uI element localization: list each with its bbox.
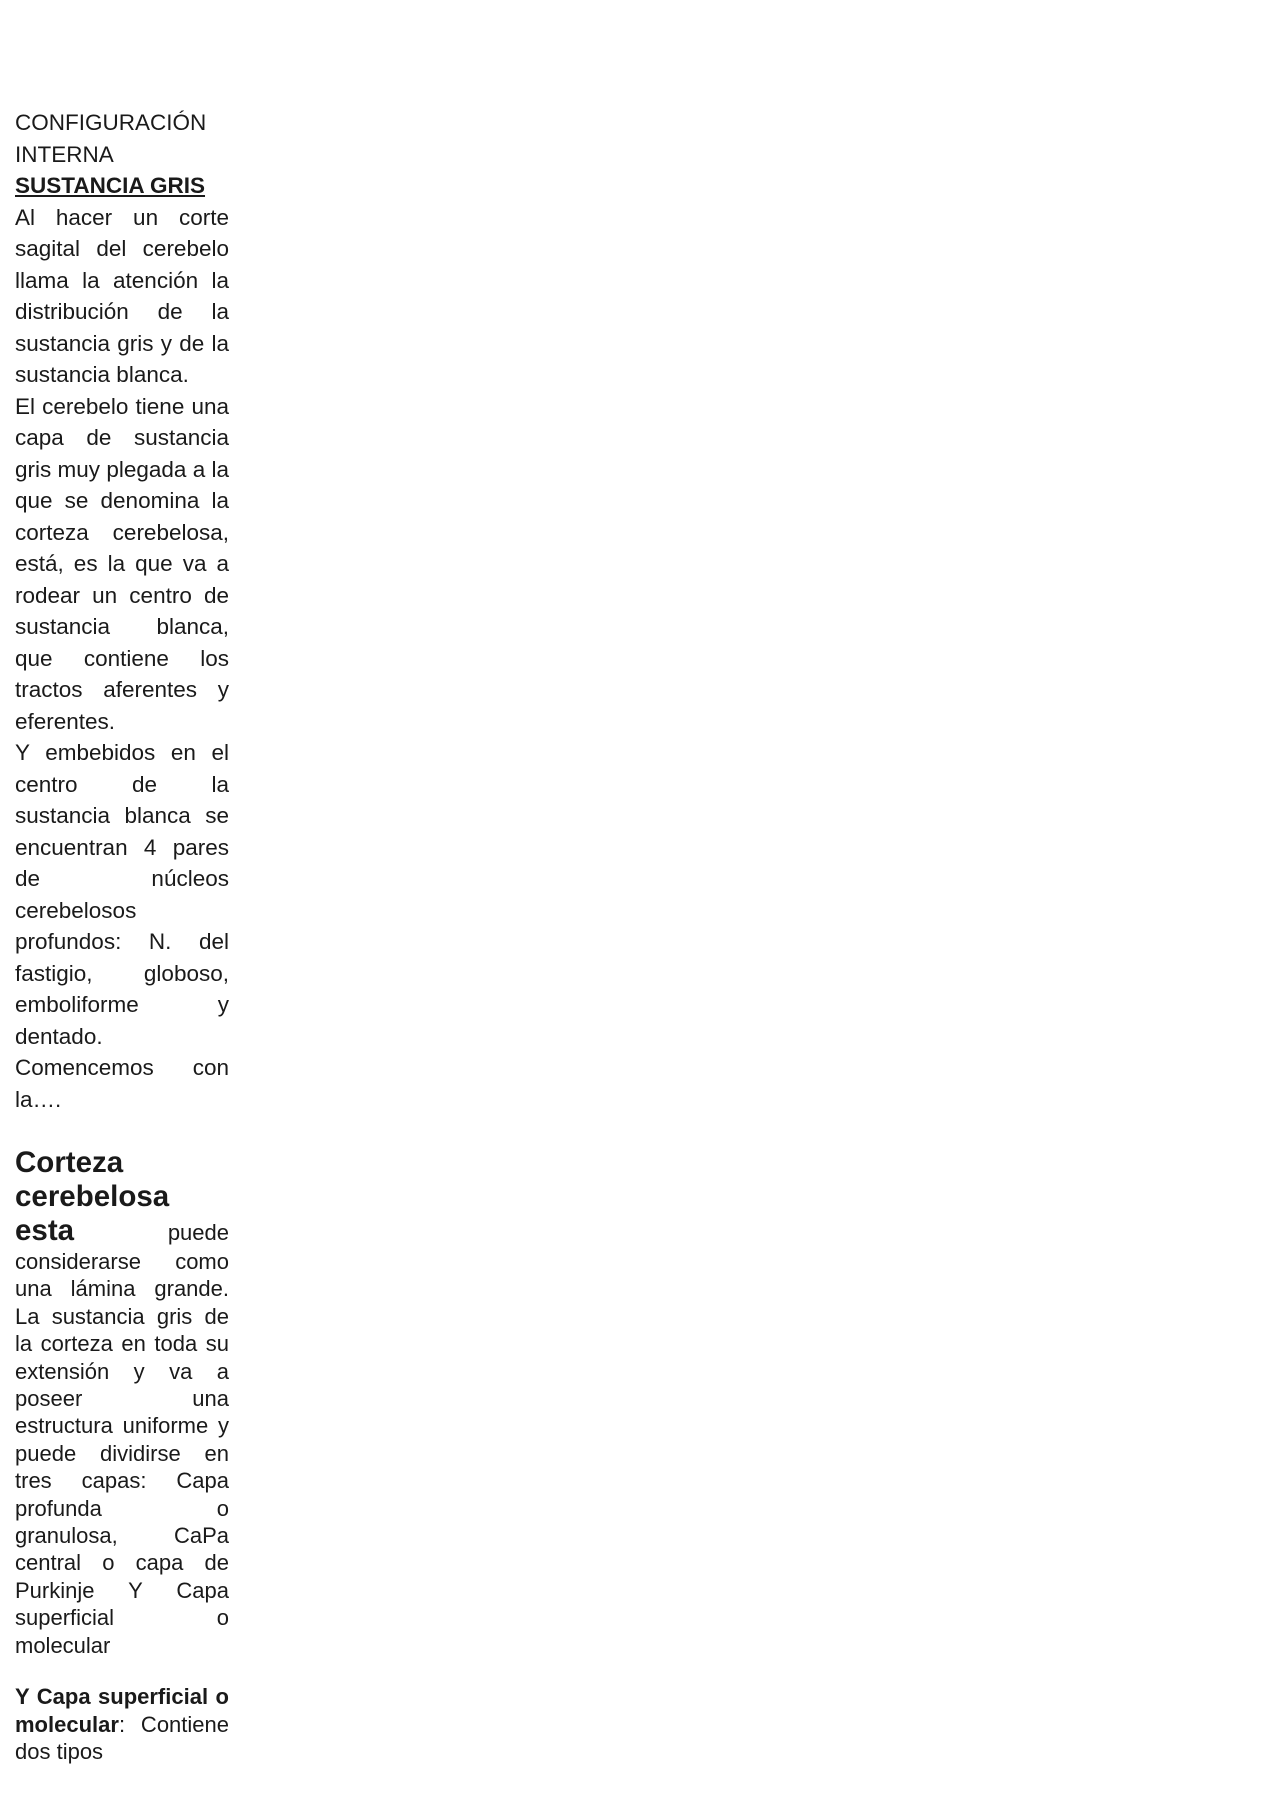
capa-superficial-paragraph [15,1683,229,1765]
section-title-line1: CONFIGURACIÓN [15,110,207,135]
paragraph-1: Al hacer un corte sagital del cerebelo llama la atención la distribución de la sustancia gris y de la sustancia blanca. [15,204,229,387]
document-page [15,107,229,1765]
paragraph-2: El cerebelo tiene una capa de sustancia gris muy plegada a la que se denomina la corteza cerebelosa, está, es la que va a rodear un centro de sustancia blanca, que contiene los tractos aferentes y eferentes. [15,393,229,734]
paragraph-3: Y embebidos en el centro de la sustancia blanca se encuentran 4 pares de núcleos cerebelosos profundos: N. del fastigio, globoso, emboliforme y dentado. [15,740,229,1049]
section-spacer [15,1115,229,1146]
corteza-paragraph [15,1146,229,1659]
capa-superficial-text: : Contiene dos tipos [15,1711,229,1764]
section-subtitle: SUSTANCIA GRIS [15,173,206,198]
corteza-text: puede considerarse como una lámina grande. La sustancia gris de la corteza en toda su extensión y va a poseer una estructura uniforme y puede dividirse en tres capas: Capa profunda o granulosa, CaPa central o capa de Purkinje Y Capa superficial o molecular [15,1220,229,1658]
paragraph-4: Comencemos con la…. [15,1055,229,1112]
section-title-line2: INTERNA [15,141,114,167]
capa-superficial-heading: Y Capa superficial o molecular [15,1684,229,1737]
corteza-heading: Corteza cerebelosa esta [15,1146,170,1247]
